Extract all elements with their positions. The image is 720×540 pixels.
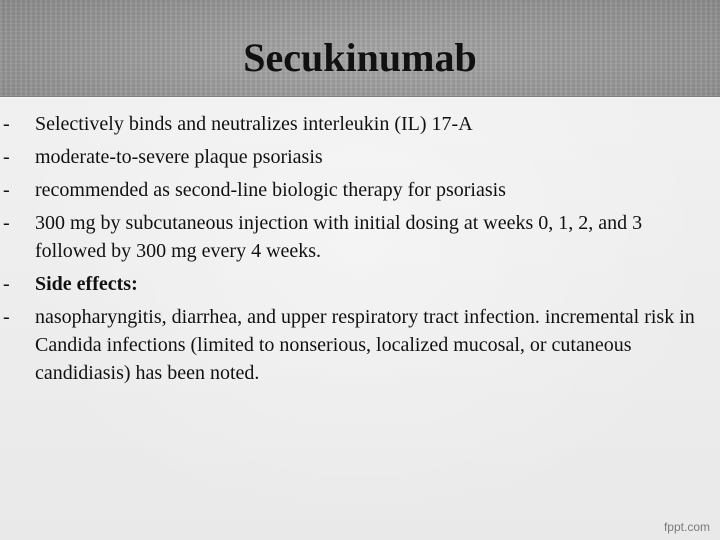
bullet-item bbox=[0, 110, 720, 138]
bullet-marker: - bbox=[3, 179, 10, 201]
bullet-list bbox=[0, 110, 720, 387]
bullet-marker: - bbox=[3, 212, 10, 234]
bullet-text: 300 mg by subcutaneous injection with initial dosing at weeks 0, 1, 2, and 3 followed by 300 mg every 4 weeks. bbox=[35, 212, 643, 262]
bullet-item bbox=[0, 176, 720, 204]
bullet-text: recommended as second-line biologic therapy for psoriasis bbox=[35, 179, 506, 201]
bullet-text: Side effects: bbox=[35, 273, 138, 295]
watermark-text: fppt.com bbox=[663, 520, 710, 534]
bullet-text: moderate-to-severe plaque psoriasis bbox=[35, 146, 323, 168]
bullet-item-side-effects bbox=[0, 270, 720, 298]
title-band bbox=[0, 0, 720, 97]
slide-title: Secukinumab bbox=[243, 35, 477, 80]
slide-content bbox=[0, 110, 720, 510]
bullet-item bbox=[0, 143, 720, 171]
bullet-item bbox=[0, 209, 720, 265]
bullet-marker: - bbox=[3, 306, 10, 328]
bullet-item bbox=[0, 303, 720, 387]
bullet-text: nasopharyngitis, diarrhea, and upper respiratory tract infection. incremental risk in Candida infections (limited to nonserious, localized mucosal, or cutaneous candidiasis) has been noted. bbox=[35, 306, 695, 384]
bullet-marker: - bbox=[3, 146, 10, 168]
bullet-marker: - bbox=[3, 273, 10, 295]
bullet-text: Selectively binds and neutralizes interleukin (IL) 17-A bbox=[35, 113, 473, 135]
bullet-marker: - bbox=[3, 113, 10, 135]
